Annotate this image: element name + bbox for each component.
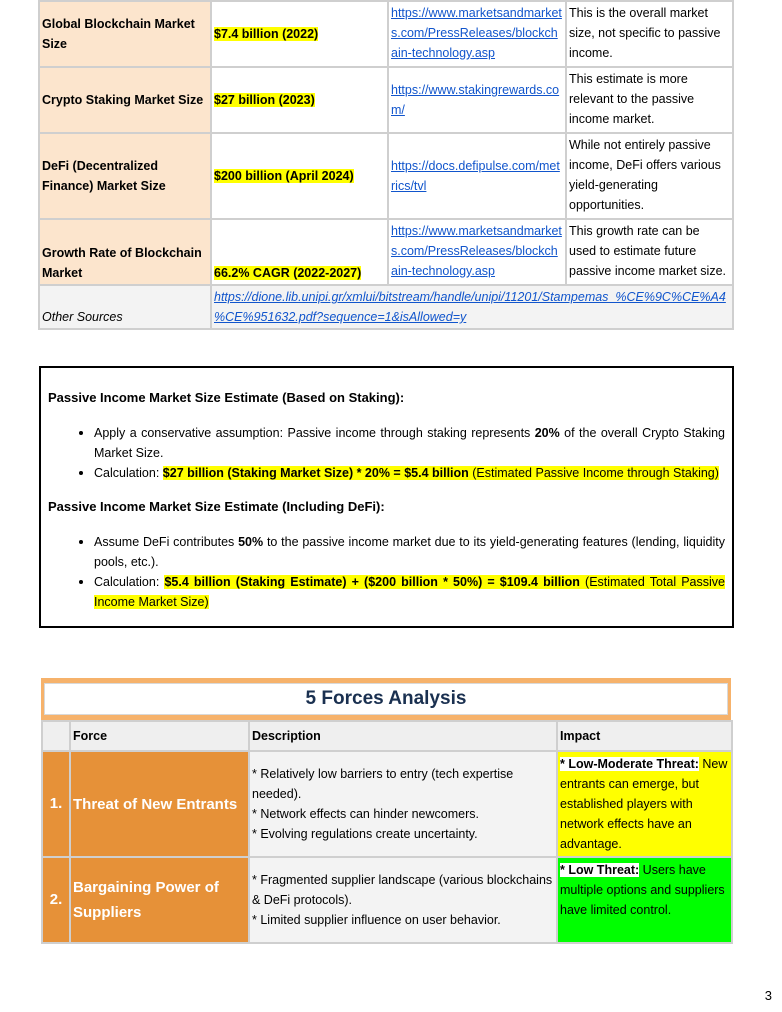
staking-estimate-heading: Passive Income Market Size Estimate (Based on Staking):: [48, 390, 405, 405]
market-size-table: [38, 0, 734, 330]
metric-value: 66.2% CAGR (2022-2027): [211, 219, 388, 285]
table-row: [42, 857, 732, 943]
source-link[interactable]: https://www.marketsandmarkets.com/PressReleases/blockchain-technology.asp: [391, 6, 562, 60]
source-link-cell: [388, 67, 566, 133]
list-item: • Calculation: $5.4 billion (Staking Estimate) + ($200 billion * 50%) = $109.4 billion (Estimated Total Passive Income Market Size): [94, 572, 725, 612]
five-forces-section: [41, 678, 731, 944]
metric-label: Global Blockchain Market Size: [39, 1, 211, 67]
metric-value: $7.4 billion (2022): [211, 1, 388, 67]
force-impact: * Low Threat: Users have multiple options and suppliers have limited control.: [557, 857, 732, 943]
defi-estimate-list: [48, 532, 725, 612]
table-row: [39, 1, 733, 67]
other-sources-link[interactable]: https://dione.lib.unipi.gr/xmlui/bitstream/handle/unipi/11201/Stampemas_%CE%9C%CE%A4%CE%951632.pdf?sequence=1&isAllowed=y: [214, 290, 726, 324]
force-impact: * Low-Moderate Threat: New entrants can emerge, but established players with network effects have an advantage.: [557, 751, 732, 857]
header-num: [42, 721, 70, 751]
metric-label: Crypto Staking Market Size: [39, 67, 211, 133]
source-link-cell: [388, 1, 566, 67]
force-name: Bargaining Power of Suppliers: [70, 857, 249, 943]
header-force: Force: [70, 721, 249, 751]
defi-estimate-heading: Passive Income Market Size Estimate (Including DeFi):: [48, 499, 385, 514]
force-description: * Relatively low barriers to entry (tech expertise needed). * Network effects can hinder newcomers. * Evolving regulations create uncertainty.: [249, 751, 557, 857]
section-title: 5 Forces Analysis: [44, 683, 728, 715]
estimate-box: [39, 366, 734, 628]
list-item: • Calculation: $27 billion (Staking Market Size) * 20% = $5.4 billion (Estimated Passive Income through Staking): [94, 463, 725, 483]
table-header-row: [42, 721, 732, 751]
other-sources-cell: [211, 285, 733, 329]
header-impact: Impact: [557, 721, 732, 751]
note-cell: This estimate is more relevant to the passive income market.: [566, 67, 733, 133]
list-item: • Assume DeFi contributes 50% to the passive income market due to its yield-generating features (lending, liquidity pools, etc.).: [94, 532, 725, 572]
note-cell: This growth rate can be used to estimate future passive income market size.: [566, 219, 733, 285]
staking-estimate-list: [48, 423, 725, 483]
page-number: 3: [764, 988, 772, 1003]
table-row: [39, 133, 733, 219]
table-row: [42, 751, 732, 857]
table-row: [39, 285, 733, 329]
header-description: Description: [249, 721, 557, 751]
source-link[interactable]: https://www.marketsandmarkets.com/PressReleases/blockchain-technology.asp: [391, 224, 562, 278]
row-number: 2.: [42, 857, 70, 943]
force-description: * Fragmented supplier landscape (various blockchains & DeFi protocols). * Limited supplier influence on user behavior.: [249, 857, 557, 943]
metric-label: Growth Rate of Blockchain Market: [39, 219, 211, 285]
table-row: [39, 219, 733, 285]
five-forces-table: [41, 720, 733, 944]
metric-label: DeFi (Decentralized Finance) Market Size: [39, 133, 211, 219]
source-link[interactable]: https://www.stakingrewards.com/: [391, 83, 560, 117]
metric-value: $27 billion (2023): [211, 67, 388, 133]
source-link-cell: [388, 219, 566, 285]
force-name: Threat of New Entrants: [70, 751, 249, 857]
note-cell: This is the overall market size, not specific to passive income.: [566, 1, 733, 67]
list-item: • Apply a conservative assumption: Passive income through staking represents 20% of the overall Crypto Staking Market Size.: [94, 423, 725, 463]
other-sources-label: Other Sources: [39, 285, 211, 329]
table-row: [39, 67, 733, 133]
note-cell: While not entirely passive income, DeFi offers various yield-generating opportunities.: [566, 133, 733, 219]
title-banner: [41, 678, 731, 720]
source-link-cell: [388, 133, 566, 219]
source-link[interactable]: https://docs.defipulse.com/metrics/tvl: [391, 159, 560, 193]
row-number: 1.: [42, 751, 70, 857]
metric-value: $200 billion (April 2024): [211, 133, 388, 219]
